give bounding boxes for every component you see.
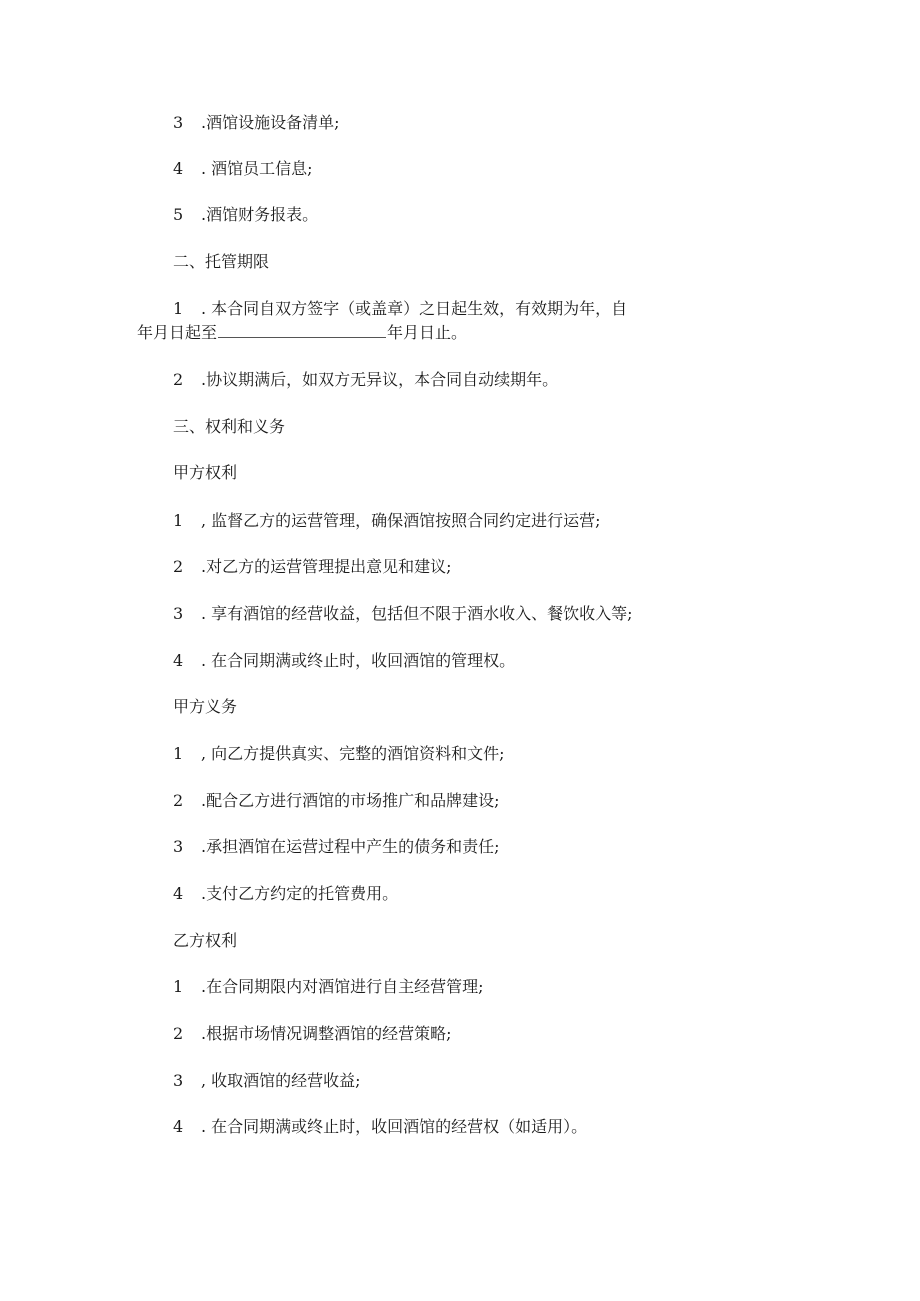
list-item (173, 510, 601, 532)
list-item (173, 369, 558, 391)
item-text: . 酒馆员工信息; (201, 159, 313, 178)
item-text: .协议期满后，如双方无异议，本合同自动续期年。 (201, 370, 559, 389)
item-text: .配合乙方进行酒馆的市场推广和品牌建设; (201, 791, 500, 810)
item-number: 2 (173, 370, 184, 389)
item-text: . 本合同自双方签字（或盖章）之日起生效，有效期为年，自 (201, 299, 628, 318)
item-text: .酒馆财务报表。 (201, 205, 319, 224)
subsection-heading: 乙方权利 (173, 931, 238, 950)
list-item (173, 204, 318, 226)
list-item (173, 1023, 451, 1045)
item-number: 3 (173, 113, 184, 132)
item-number: 4 (173, 884, 184, 903)
item-number: 3 (173, 604, 184, 623)
list-item (173, 883, 398, 905)
item-number: 2 (173, 1024, 184, 1043)
list-item (173, 1070, 361, 1092)
section-heading: 二、托管期限 (173, 252, 270, 271)
list-item (173, 158, 313, 180)
item-text: .在合同期限内对酒馆进行自主经营管理; (201, 977, 484, 996)
item-number: 2 (173, 791, 184, 810)
item-number: 1 (173, 977, 184, 996)
item-text: , 收取酒馆的经营收益; (201, 1071, 361, 1090)
item-text: .根据市场情况调整酒馆的经营策略; (201, 1024, 452, 1043)
item-text: .酒馆设施设备清单; (201, 113, 340, 132)
item-number: 1 (173, 744, 184, 763)
fill-in-blank (218, 322, 386, 338)
item-text: .对乙方的运营管理提出意见和建议; (201, 557, 452, 576)
list-item (173, 743, 505, 765)
list-item (173, 650, 515, 672)
list-item (173, 556, 451, 578)
subsection-heading: 甲方义务 (173, 697, 238, 716)
list-item (173, 976, 483, 998)
list-item (173, 790, 499, 812)
item-text: , 监督乙方的运营管理，确保酒馆按照合同约定进行运营; (201, 511, 601, 530)
list-item (173, 298, 627, 320)
list-item (173, 1116, 587, 1138)
item-number: 1 (173, 299, 184, 318)
item-text: . 在合同期满或终止时，收回酒馆的经营权（如适用）。 (201, 1117, 588, 1136)
item-number: 4 (173, 159, 184, 178)
list-item-continuation (137, 322, 467, 344)
list-item (173, 836, 499, 858)
item-text: . 享有酒馆的经营收益，包括但不限于酒水收入、餐饮收入等; (201, 604, 633, 623)
item-number: 3 (173, 837, 184, 856)
date-end-text: 年月日止。 (387, 323, 468, 342)
subsection-heading: 甲方权利 (173, 463, 238, 482)
item-number: 4 (173, 651, 184, 670)
item-number: 5 (173, 205, 184, 224)
item-number: 1 (173, 511, 184, 530)
list-item (173, 603, 633, 625)
item-text: , 向乙方提供真实、完整的酒馆资料和文件; (201, 744, 505, 763)
item-text: .支付乙方约定的托管费用。 (201, 884, 399, 903)
list-item (173, 112, 339, 134)
item-text: .承担酒馆在运营过程中产生的债务和责任; (201, 837, 500, 856)
date-start-text: 年月日起至 (137, 323, 218, 342)
section-heading: 三、权利和义务 (173, 417, 286, 436)
item-number: 2 (173, 557, 184, 576)
item-number: 3 (173, 1071, 184, 1090)
item-text: . 在合同期满或终止时，收回酒馆的管理权。 (201, 651, 516, 670)
item-number: 4 (173, 1117, 184, 1136)
